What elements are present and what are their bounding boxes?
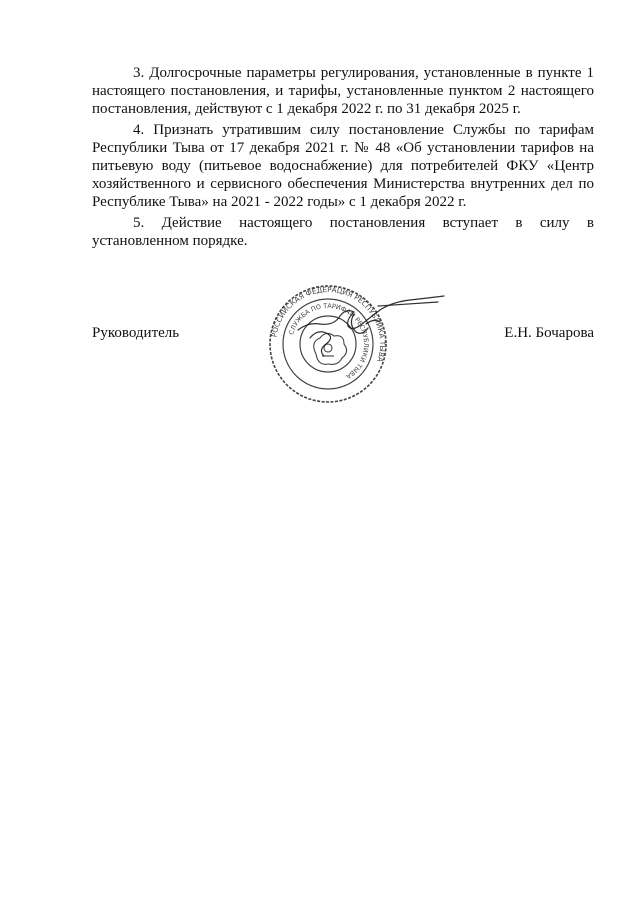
official-seal-stamp xyxy=(258,284,448,404)
document-body xyxy=(92,64,594,252)
signatory-name: Е.Н. Бочарова xyxy=(504,325,594,341)
seal-inner-text: СЛУЖБА ПО ТАРИФАМ РЕСПУБЛИКИ ТЫВА xyxy=(287,301,371,381)
paragraph-5: 5. Действие настоящего постановления вступает в силу в установленном порядке. xyxy=(92,214,594,249)
seal-outer-text: РОССИЙСКАЯ ФЕДЕРАЦИЯ РЕСПУБЛИКА ТЫВА xyxy=(269,284,388,364)
signatory-title: Руководитель xyxy=(92,325,180,341)
paragraph-3: 3. Долгосрочные параметры регулирования, установленные в пункте 1 настоящего постановления, и тарифы, установленные пунктом 2 настоящего постановления, действуют с 1 декабря 2022 г. по 31 декабря 2025 г. xyxy=(92,65,594,118)
paragraph-4: 4. Признать утратившим силу постановление Службы по тарифам Республики Тыва от 17 декабря 2021 г. № 48 «Об установлении тарифов на питьевую воду (питьевое водоснабжение) для потребителей ФКУ «Центр хозяйственного и сервисного обеспечения Министерства внутренних дел по Республике Тыва» на 2021 - 2022 годы» с 1 декабря 2022 г. xyxy=(92,121,594,211)
